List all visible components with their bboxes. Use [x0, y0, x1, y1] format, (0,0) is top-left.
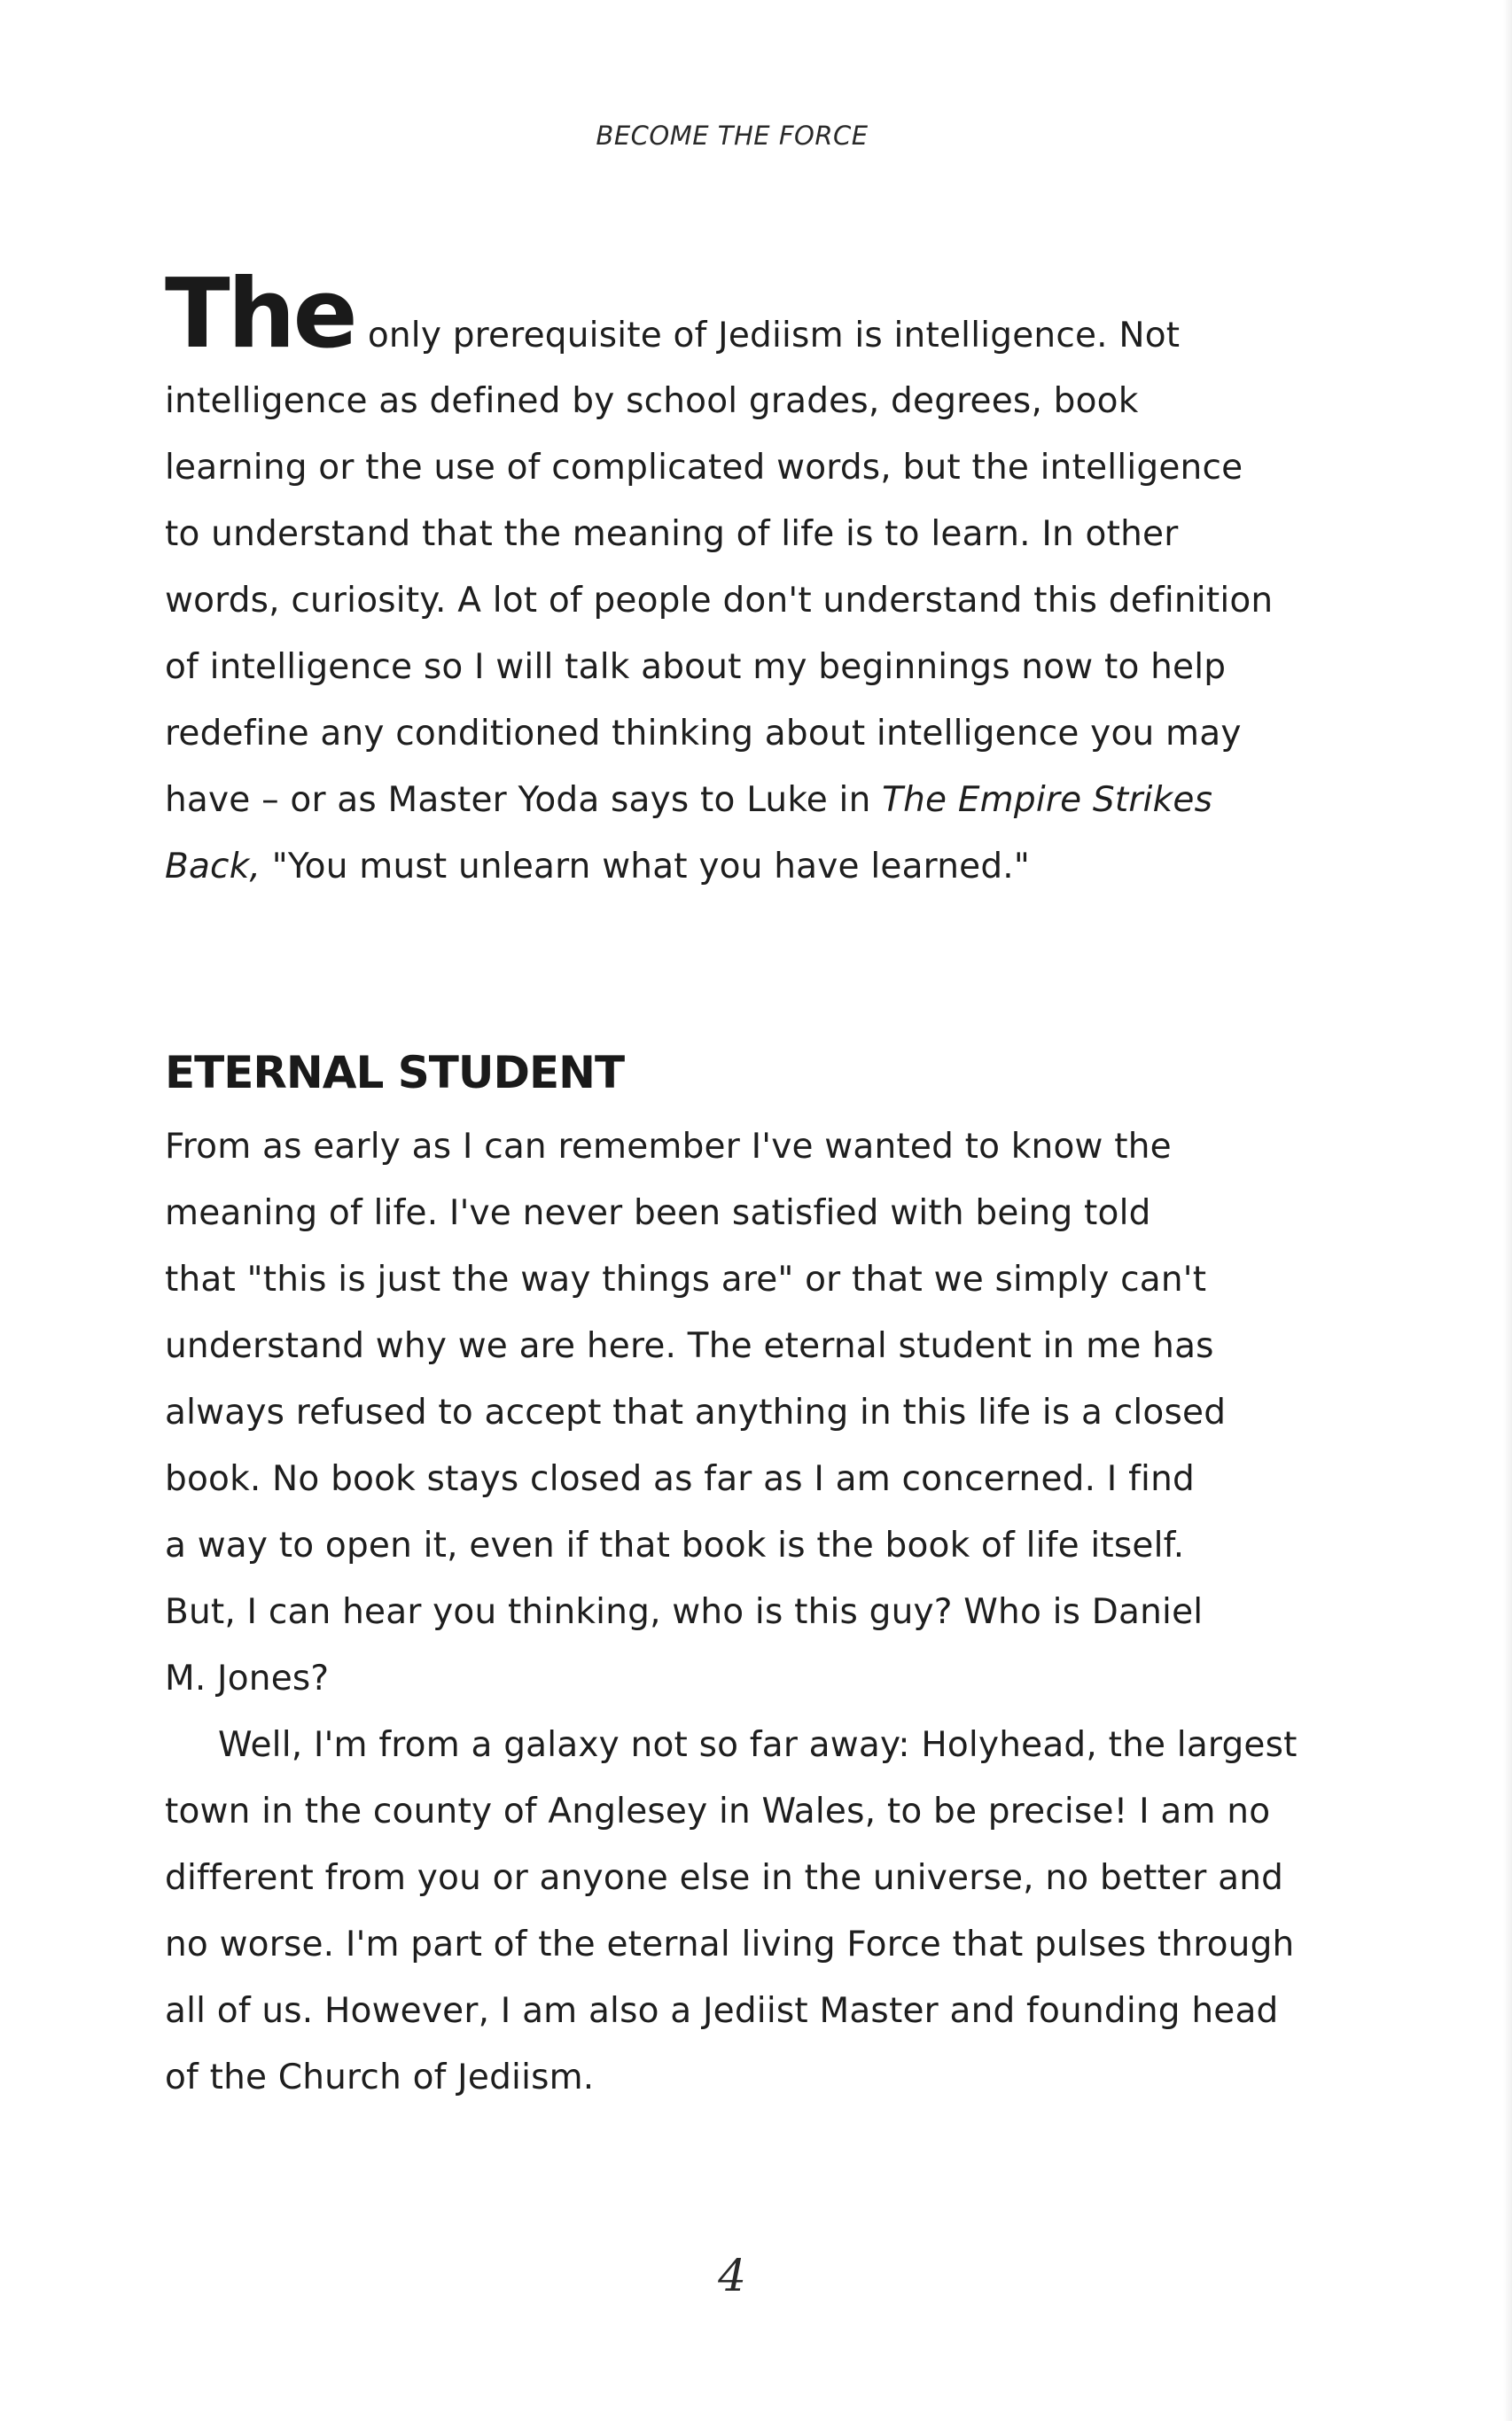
intro-line-1	[165, 259, 1317, 370]
section-line-4: understand why we are here. The eternal student in me has	[165, 1326, 1214, 1366]
intro-line-8	[165, 767, 1317, 833]
intro-line-3: learning or the use of complicated words, but the intelligence	[165, 448, 1243, 488]
section-line-9: M. Jones?	[165, 1659, 330, 1699]
intro-line-9	[165, 833, 1317, 900]
page-number: 4	[718, 2250, 746, 2301]
intro-line-7: redefine any conditioned thinking about intelligence you may	[165, 714, 1242, 754]
section-line-14: all of us. However, I am also a Jediist Master and founding head	[165, 1991, 1279, 2031]
section-line-3: that "this is just the way things are" or that we simply can't	[165, 1260, 1207, 1300]
intro-line-4: to understand that the meaning of life is to learn. In other	[165, 514, 1179, 554]
section-body	[165, 1113, 1317, 2111]
intro-line-5: words, curiosity. A lot of people don't understand this definition	[165, 581, 1274, 621]
section-line-7: a way to open it, even if that book is the book of life itself.	[165, 1526, 1185, 1566]
film-title-part-2: Back,	[165, 847, 261, 886]
drop-word: The	[165, 259, 355, 370]
section-line-5: always refused to accept that anything in this life is a closed	[165, 1393, 1227, 1433]
intro-line-1-text: only prerequisite of Jediism is intelligence. Not	[367, 316, 1181, 355]
intro-line-9-text: "You must unlearn what you have learned."	[261, 847, 1031, 886]
section-line-1: From as early as I can remember I've wanted to know the	[165, 1127, 1172, 1167]
film-title-part-1: The Empire Strikes	[882, 780, 1213, 820]
intro-line-8-text: have – or as Master Yoda says to Luke in	[165, 780, 883, 820]
page-edge-shadow	[1503, 0, 1512, 2421]
intro-paragraph	[165, 259, 1317, 900]
section-line-2: meaning of life. I've never been satisfied with being told	[165, 1193, 1151, 1233]
intro-line-2: intelligence as defined by school grades, degrees, book	[165, 381, 1139, 421]
section-line-6: book. No book stays closed as far as I am concerned. I find	[165, 1459, 1195, 1499]
section-line-13: no worse. I'm part of the eternal living Force that pulses through	[165, 1925, 1295, 1964]
section-line-15: of the Church of Jediism.	[165, 2058, 595, 2097]
section-line-11: town in the county of Anglesey in Wales, to be precise! I am no	[165, 1792, 1271, 1831]
section-heading: ETERNAL STUDENT	[165, 1047, 625, 1098]
intro-line-6: of intelligence so I will talk about my beginnings now to help	[165, 647, 1227, 687]
section-line-8: But, I can hear you thinking, who is this guy? Who is Daniel	[165, 1592, 1204, 1632]
running-head: BECOME THE FORCE	[596, 121, 869, 151]
section-line-10: Well, I'm from a galaxy not so far away: Holyhead, the largest	[218, 1725, 1298, 1765]
section-line-12: different from you or anyone else in the universe, no better and	[165, 1858, 1284, 1898]
